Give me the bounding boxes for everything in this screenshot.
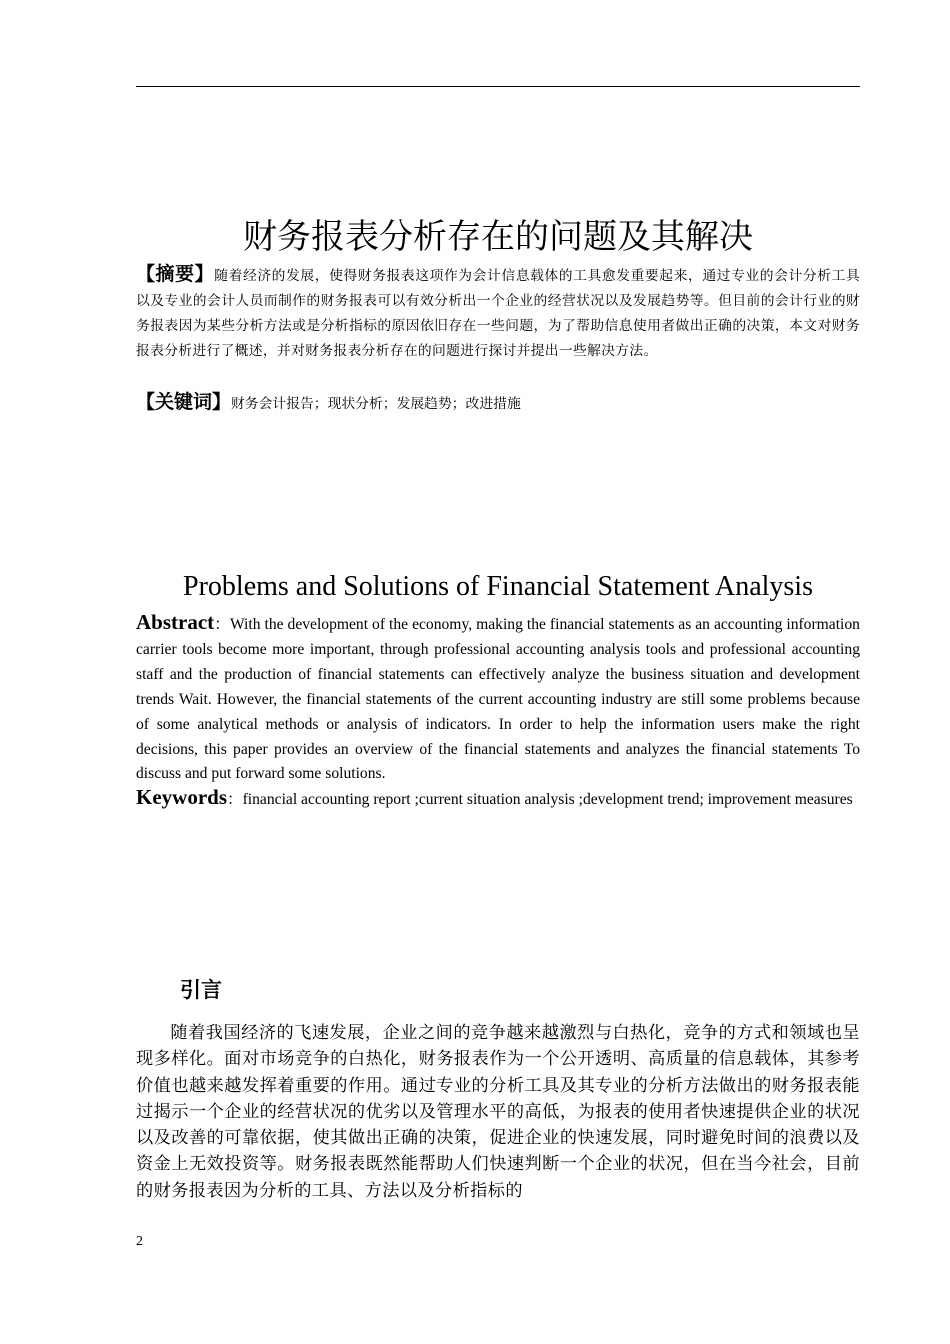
chinese-keywords-label: 【关键词】 xyxy=(136,391,232,413)
english-abstract xyxy=(136,610,860,787)
english-keywords xyxy=(136,785,860,813)
english-keywords-label: Keywords xyxy=(136,785,227,809)
english-abstract-label: Abstract xyxy=(136,610,215,634)
english-keywords-text: financial accounting report ;current situation analysis ;development trend; improvement measures xyxy=(242,791,853,808)
english-abstract-colon: ： xyxy=(214,616,230,633)
english-title: Problems and Solutions of Financial Statement Analysis xyxy=(183,571,813,602)
header-rule xyxy=(136,86,860,87)
introduction-body xyxy=(136,1020,860,1204)
page-number: 2 xyxy=(136,1234,143,1249)
introduction-heading: 引言 xyxy=(180,978,222,1002)
introduction-paragraph: 随着我国经济的飞速发展，企业之间的竞争越来越激烈与白热化，竞争的方式和领域也呈现多样化。面对市场竞争的白热化，财务报表作为一个公开透明、高质量的信息载体，其参考价值也越来越发挥着重要的作用。通过专业的分析工具及其专业的分析方法做出的财务报表能过揭示一个企业的经营状况的优劣以及管理水平的高低，为报表的使用者快速提供企业的状况以及改善的可靠依据，使其做出正确的决策，促进企业的快速发展，同时避免时间的浪费以及资金上无效投资等。财务报表既然能帮助人们快速判断一个企业的状况，但在当今社会，目前的财务报表因为分析的工具、方法以及分析指标的 xyxy=(136,1023,860,1201)
english-abstract-text: With the development of the economy, making the financial statements as an accounting information carrier tools become more important, through professional accounting analysis tools and professional accounting staff and the production of financial statements can effectively analyze the business situation and development trends Wait. However, the financial statements of the current accounting industry are still some problems because of some analytical methods or analysis of indicators. In order to help the information users make the right decisions, this paper provides an overview of the financial statements and analyzes the financial statements To discuss and put forward some solutions. xyxy=(136,616,860,783)
chinese-abstract-label: 【摘要】 xyxy=(136,263,215,285)
chinese-abstract-text: 随着经济的发展，使得财务报表这项作为会计信息载体的工具愈发重要起来，通过专业的会计分析工具以及专业的会计人员而制作的财务报表可以有效分析出一个企业的经营状况以及发展趋势等。但目前的会计行业的财务报表因为某些分析方法或是分析指标的原因依旧存在一些问题，为了帮助信息使用者做出正确的决策，本文对财务报表分析进行了概述，并对财务报表分析存在的问题进行探讨并提出一些解决方法。 xyxy=(136,268,861,359)
chinese-keywords xyxy=(136,388,860,418)
chinese-abstract xyxy=(136,262,860,364)
chinese-keywords-text: 财务会计报告；现状分析；发展趋势；改进措施 xyxy=(231,396,521,412)
english-keywords-colon: ： xyxy=(227,791,243,808)
chinese-title: 财务报表分析存在的问题及其解决 xyxy=(243,217,753,257)
